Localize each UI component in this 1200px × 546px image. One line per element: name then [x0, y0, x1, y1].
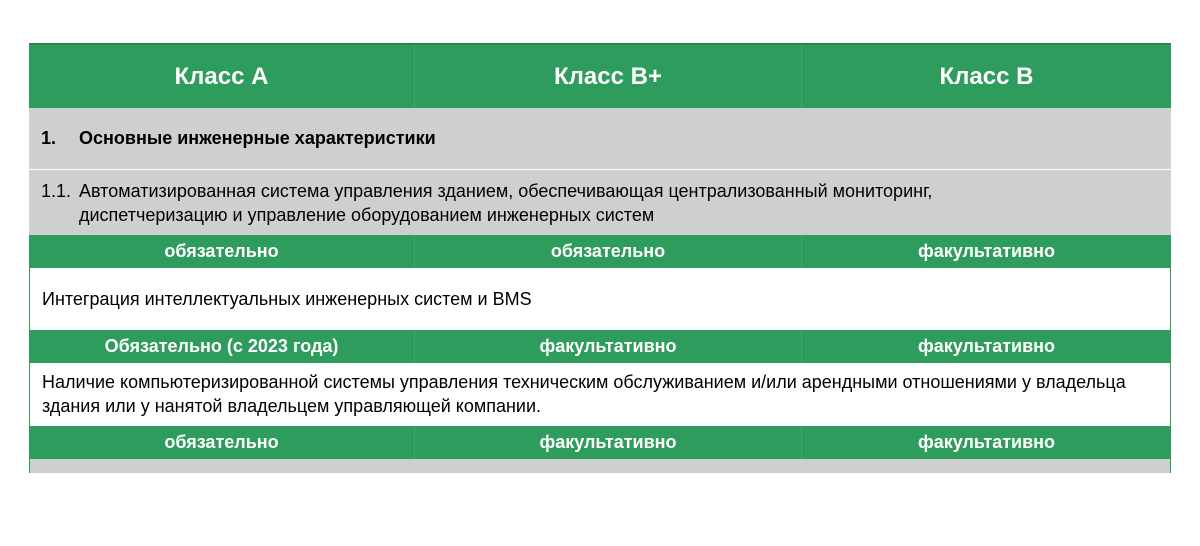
- requirement-text: Наличие компьютеризированной системы управления техническим обслуживанием и/или арендными отношениями у владельца здания или у нанятой владельцем управляющей компании.: [42, 372, 1126, 416]
- requirement-text: Интеграция интеллектуальных инженерных систем и BMS: [42, 289, 532, 309]
- header-class-a: Класс А: [29, 45, 415, 108]
- header-class-b: Класс В: [939, 62, 1034, 90]
- section-heading: [29, 108, 1171, 170]
- classification-table: [29, 43, 1171, 473]
- status-row-1: [29, 235, 1171, 268]
- status-class-b-plus: обязательно: [415, 235, 802, 268]
- subsection-text: Автоматизированная система управления зданием, обеспечивающая централизованный мониторинг, диспетчеризацию и управление оборудованием инженерных систем: [79, 181, 933, 225]
- status-class-b: факультативно: [917, 432, 1056, 452]
- table-header: [29, 43, 1171, 108]
- status-class-b-plus: факультативно: [415, 426, 802, 459]
- section-number: 1.: [41, 128, 57, 148]
- status-class-b: факультативно: [917, 241, 1056, 261]
- status-class-a: обязательно: [29, 426, 415, 459]
- subsection-heading: [29, 170, 1171, 235]
- subsection-number: 1.1.: [41, 181, 72, 201]
- status-class-a: Обязательно (с 2023 года): [29, 330, 415, 363]
- status-row-3: [29, 426, 1171, 459]
- next-row-stub: [29, 459, 1171, 473]
- status-class-b-plus: факультативно: [415, 330, 802, 363]
- requirement-row-2: [29, 363, 1171, 426]
- requirement-row-1: [29, 268, 1171, 330]
- status-row-2: [29, 330, 1171, 363]
- header-class-b-plus: Класс В+: [415, 45, 802, 108]
- status-class-a: обязательно: [29, 235, 415, 268]
- status-class-b: факультативно: [917, 336, 1056, 356]
- section-title: Основные инженерные характеристики: [79, 128, 436, 148]
